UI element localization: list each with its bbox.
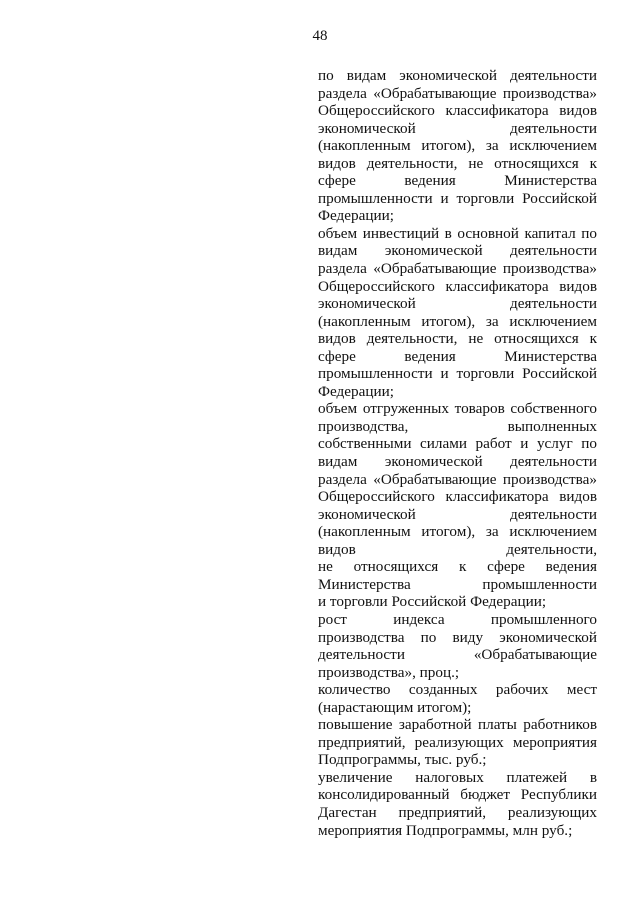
text-line: количество созданных рабочих мест bbox=[318, 681, 597, 699]
text-line: объем инвестиций в основной капитал по bbox=[318, 224, 597, 242]
text-line: сфере ведения Министерства bbox=[318, 347, 597, 365]
text-line: промышленности и торговли Российской bbox=[318, 365, 597, 383]
text-line: (накопленным итогом), за исключением bbox=[318, 137, 597, 155]
text-line: Дагестан предприятий, реализующих bbox=[318, 803, 597, 821]
text-line: (накопленным итогом), за исключением bbox=[318, 523, 597, 541]
text-line: рост индекса промышленного bbox=[318, 610, 597, 628]
text-line: повышение заработной платы работников bbox=[318, 716, 597, 734]
text-line: увеличение налоговых платежей в bbox=[318, 768, 597, 786]
text-line: видам экономической деятельности bbox=[318, 242, 597, 260]
text-line: по видам экономической деятельности bbox=[318, 67, 597, 84]
text-line: Общероссийского классификатора видов bbox=[318, 277, 597, 295]
text-line: Общероссийского классификатора видов bbox=[318, 102, 597, 120]
text-line: Общероссийского классификатора видов bbox=[318, 488, 597, 506]
text-line: видов деятельности, bbox=[318, 540, 597, 558]
text-line: промышленности и торговли Российской bbox=[318, 189, 597, 207]
text-line: деятельности «Обрабатывающие bbox=[318, 646, 597, 664]
text-line: раздела «Обрабатывающие производства» bbox=[318, 260, 597, 278]
text-line: предприятий, реализующих мероприятия bbox=[318, 733, 597, 751]
text-line: (накопленным итогом), за исключением bbox=[318, 312, 597, 330]
page-number: 48 bbox=[312, 28, 328, 44]
text-line: производства по виду экономической bbox=[318, 628, 597, 646]
text-line: Министерства промышленности bbox=[318, 575, 597, 593]
text-line: объем отгруженных товаров собственного bbox=[318, 400, 597, 418]
text-line: мероприятия Подпрограммы, млн руб.; bbox=[318, 821, 573, 839]
text-line: видов деятельности, не относящихся к bbox=[318, 330, 597, 348]
text-line: производства», проц.; bbox=[318, 663, 460, 681]
text-line: сфере ведения Министерства bbox=[318, 172, 597, 190]
text-line: Федерации; bbox=[318, 207, 394, 225]
text-line: раздела «Обрабатывающие производства» bbox=[318, 84, 597, 102]
text-line: не относящихся к сфере ведения bbox=[318, 558, 597, 576]
text-line: видам экономической деятельности bbox=[318, 453, 597, 471]
body-text bbox=[318, 67, 597, 839]
text-line: Федерации; bbox=[318, 382, 394, 400]
text-line: экономической деятельности bbox=[318, 295, 597, 313]
text-line: (нарастающим итогом); bbox=[318, 698, 472, 716]
text-line: экономической деятельности bbox=[318, 119, 597, 137]
text-line: собственными силами работ и услуг по bbox=[318, 435, 597, 453]
text-line: производства, выполненных bbox=[318, 417, 597, 435]
text-line: раздела «Обрабатывающие производства» bbox=[318, 470, 597, 488]
text-line: консолидированный бюджет Республики bbox=[318, 786, 597, 804]
text-line: экономической деятельности bbox=[318, 505, 597, 523]
text-line: Подпрограммы, тыс. руб.; bbox=[318, 751, 487, 769]
text-line: видов деятельности, не относящихся к bbox=[318, 154, 597, 172]
text-line: и торговли Российской Федерации; bbox=[318, 593, 547, 611]
